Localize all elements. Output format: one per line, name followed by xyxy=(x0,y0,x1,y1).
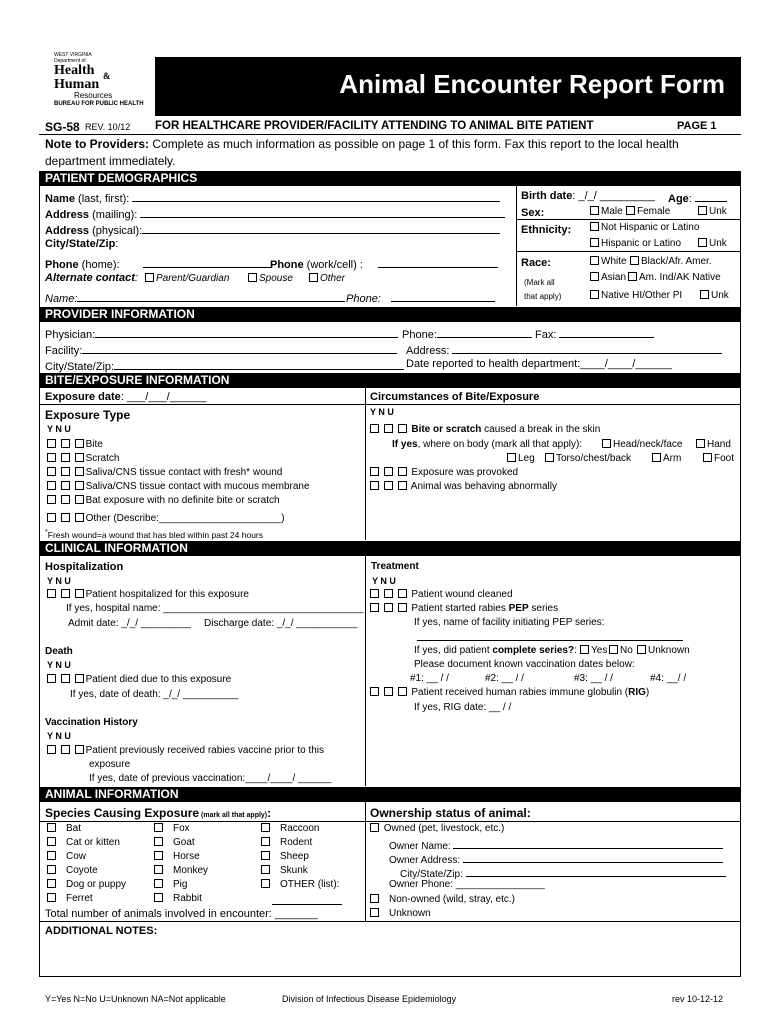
species-goat-checkbox[interactable]: Goat xyxy=(154,837,195,849)
race-white-checkbox[interactable]: White xyxy=(590,256,627,268)
patient-died-row[interactable]: Patient died due to this exposure xyxy=(47,674,231,686)
prev-vaccine-row-2: exposure xyxy=(89,759,131,770)
complete-yes-checkbox[interactable]: Yes xyxy=(580,645,607,657)
rig-row[interactable]: Patient received human rabies immune globulin (RIG) xyxy=(370,687,649,699)
section-clinical-information: CLINICAL INFORMATION xyxy=(39,541,741,556)
divider xyxy=(39,134,741,135)
page-number: PAGE 1 xyxy=(677,120,717,132)
patient-name-field[interactable]: Name (last, first): xyxy=(45,190,500,206)
owned-checkbox[interactable]: Owned (pet, livestock, etc.) xyxy=(370,823,504,835)
physical-address-field[interactable]: Address (physical): xyxy=(45,222,500,238)
sex-female-checkbox[interactable]: Female xyxy=(626,206,670,218)
body-foot-checkbox[interactable]: Foot xyxy=(703,453,734,465)
pep-facility-field[interactable] xyxy=(417,640,683,641)
sex-unk-checkbox[interactable]: Unk xyxy=(698,206,727,218)
divider xyxy=(516,186,517,306)
owner-city-field[interactable]: City/State/Zip: xyxy=(400,865,726,881)
provider-phone-field[interactable]: Phone: xyxy=(402,326,532,342)
sex-male-checkbox[interactable]: Male xyxy=(590,206,623,218)
owner-name-field[interactable]: Owner Name: xyxy=(389,837,723,853)
physician-field[interactable]: Physician: xyxy=(45,326,398,342)
wound-cleaned-row[interactable]: Patient wound cleaned xyxy=(370,589,513,601)
species-horse-checkbox[interactable]: Horse xyxy=(154,851,200,863)
species-rodent-checkbox[interactable]: Rodent xyxy=(261,837,312,849)
ownership-label: Ownership status of animal: xyxy=(370,806,531,820)
logo-bureau: BUREAU FOR PUBLIC HEALTH xyxy=(54,101,144,107)
prev-vaccine-date-field[interactable]: If yes, date of previous vaccination:____/____/ ______ xyxy=(89,773,332,784)
discharge-date-field[interactable]: Discharge date: _/_/ ___________ xyxy=(204,618,358,629)
logo xyxy=(50,52,150,112)
treatment-label: Treatment xyxy=(371,561,419,572)
species-rabbit-checkbox[interactable]: Rabbit xyxy=(154,893,202,905)
logo-resources: Resources xyxy=(74,91,113,100)
species-monkey-checkbox[interactable]: Monkey xyxy=(154,865,208,877)
body-hand-checkbox[interactable]: Hand xyxy=(696,439,731,451)
rig-date-field[interactable]: If yes, RIG date: __ / / xyxy=(414,702,512,713)
age-field[interactable]: Age: xyxy=(668,190,727,206)
dose-1-field[interactable]: #1: __ / / xyxy=(410,673,449,684)
species-sheep-checkbox[interactable]: Sheep xyxy=(261,851,309,863)
species-skunk-checkbox[interactable]: Skunk xyxy=(261,865,308,877)
document-dates-note: Please document known vaccination dates below: xyxy=(414,659,635,670)
ynu-header: Y N U xyxy=(47,731,71,741)
mailing-address-field[interactable]: Address (mailing): xyxy=(45,206,505,222)
exposure-saliva-mucous-row[interactable]: Saliva/CNS tissue contact with mucous membrane xyxy=(47,481,310,493)
ynu-header: Y N U xyxy=(47,576,71,586)
fresh-wound-note: *Fresh wound=a wound that has bled within past 24 hours xyxy=(45,528,264,540)
work-phone-field[interactable]: Phone (work/cell) : xyxy=(270,256,498,272)
additional-notes-label: ADDITIONAL NOTES: xyxy=(45,925,158,937)
unknown-ownership-checkbox[interactable]: Unknown xyxy=(370,908,431,920)
logo-line1: WEST VIRGINIA xyxy=(54,52,92,58)
footer-division: Division of Infectious Disease Epidemiology xyxy=(282,994,457,1004)
section-bite-exposure: BITE/EXPOSURE INFORMATION xyxy=(39,373,741,388)
alt-spouse-checkbox[interactable]: Spouse xyxy=(248,272,293,285)
ynu-header: Y N U xyxy=(47,660,71,670)
species-cow-checkbox[interactable]: Cow xyxy=(47,851,86,863)
total-animals-field[interactable]: Total number of animals involved in encounter: _______ xyxy=(45,908,318,920)
form-rev: REV. 10/12 xyxy=(85,122,131,132)
dose-3-field[interactable]: #3: __ / / xyxy=(574,673,613,684)
race-label: Race: xyxy=(521,257,551,269)
abnormal-row[interactable]: Animal was behaving abnormally xyxy=(370,481,557,493)
eth-unk-checkbox[interactable]: Unk xyxy=(698,238,727,250)
divider xyxy=(365,802,366,921)
admit-date-field[interactable]: Admit date: _/_/ _________ xyxy=(68,618,191,629)
exposure-bat-row[interactable]: Bat exposure with no definite bite or scratch xyxy=(47,495,280,507)
eth-hispanic-checkbox[interactable]: Hispanic or Latino xyxy=(590,238,681,250)
logo-human: Human xyxy=(54,77,100,92)
circumstances-label: Circumstances of Bite/Exposure xyxy=(370,391,540,403)
note-line2: department immediately. xyxy=(45,154,176,168)
provider-city-field[interactable]: City/State/Zip: xyxy=(45,358,404,374)
complete-series-label: If yes, did patient complete series?: xyxy=(414,645,577,656)
species-coyote-checkbox[interactable]: Coyote xyxy=(47,865,98,877)
provoked-row[interactable]: Exposure was provoked xyxy=(370,467,518,479)
sex-label: Sex: xyxy=(521,207,545,219)
species-raccoon-checkbox[interactable]: Raccoon xyxy=(261,823,319,835)
logo-health: Health xyxy=(54,63,95,78)
alternate-contact: Alternate contact: xyxy=(45,272,138,284)
form-subtitle: FOR HEALTHCARE PROVIDER/FACILITY ATTENDING TO ANIMAL BITE PATIENT xyxy=(155,120,594,132)
divider xyxy=(365,388,366,540)
body-leg-checkbox[interactable]: Leg xyxy=(507,453,535,465)
death-label: Death xyxy=(45,646,73,657)
pep-facility-label: If yes, name of facility initiating PEP series: xyxy=(414,617,605,628)
species-pig-checkbox[interactable]: Pig xyxy=(154,879,187,891)
ynu-header: Y N U xyxy=(370,407,394,417)
dose-4-field[interactable]: #4: __/ / xyxy=(650,673,687,684)
alt-parent-checkbox[interactable]: Parent/Guardian xyxy=(145,272,229,285)
body-location-label: If yes, where on body (mark all that apply): xyxy=(392,439,583,450)
non-owned-checkbox[interactable]: Non-owned (wild, stray, etc.) xyxy=(370,894,515,906)
ynu-header: Y N U xyxy=(47,424,71,434)
divider xyxy=(39,404,741,405)
section-animal-information: ANIMAL INFORMATION xyxy=(39,787,741,802)
date-reported-field[interactable]: Date reported to health department:____/____/______ xyxy=(406,358,673,370)
eth-not-hispanic-checkbox[interactable]: Not Hispanic or Latino xyxy=(590,222,699,234)
ynu-header: Y N U xyxy=(372,576,396,586)
owner-phone-field[interactable]: Owner Phone: ________________ xyxy=(389,879,545,890)
alt-phone-field[interactable]: Phone: xyxy=(346,290,495,306)
death-date-field[interactable]: If yes, date of death: _/_/ __________ xyxy=(70,689,239,700)
species-bat-checkbox[interactable]: Bat xyxy=(47,823,81,835)
alt-other-checkbox[interactable]: Other xyxy=(309,272,345,285)
title-bar xyxy=(155,57,741,116)
vaccination-history-label: Vaccination History xyxy=(45,717,138,728)
divider xyxy=(516,251,741,252)
race-amind-checkbox[interactable]: Am. Ind/AK Native xyxy=(628,272,721,284)
exposure-scratch-row[interactable]: Scratch xyxy=(47,453,119,465)
note: Note to Providers: Complete as much information as possible on page 1 of this form. Fax this report to the local health xyxy=(45,137,679,151)
owner-address-field[interactable]: Owner Address: xyxy=(389,851,723,867)
birth-date-field[interactable]: Birth date: _/_/ _________ xyxy=(521,190,655,202)
divider xyxy=(516,219,741,220)
that-apply-note: that apply) xyxy=(524,292,562,301)
exposure-date-field[interactable]: Exposure date: ___/___/______ xyxy=(45,391,207,403)
race-unk-checkbox[interactable]: Unk xyxy=(700,290,729,302)
divider xyxy=(365,556,366,786)
race-native-hi-checkbox[interactable]: Native HI/Other PI xyxy=(590,290,682,302)
break-skin-row[interactable]: Bite or scratch caused a break in the skin xyxy=(370,424,600,436)
pep-started-row[interactable]: Patient started rabies PEP series xyxy=(370,603,558,615)
species-cat-checkbox[interactable]: Cat or kitten xyxy=(47,837,120,849)
additional-notes-field[interactable] xyxy=(45,940,735,972)
exposure-saliva-wound-row[interactable]: Saliva/CNS tissue contact with fresh* wound xyxy=(47,467,282,479)
hospital-name-field[interactable]: If yes, hospital name: ____________________________________ xyxy=(66,603,364,614)
footer-revision: rev 10-12-12 xyxy=(672,994,724,1004)
section-provider-information: PROVIDER INFORMATION xyxy=(39,307,741,322)
complete-no-checkbox[interactable]: No xyxy=(609,645,633,657)
logo-amp: & xyxy=(103,71,111,81)
complete-unknown-checkbox[interactable]: Unknown xyxy=(637,645,690,657)
city-state-zip-field[interactable]: City/State/Zip: xyxy=(45,238,119,250)
mark-all-note: (Mark all xyxy=(524,278,555,287)
species-other-checkbox[interactable]: OTHER (list): xyxy=(261,879,339,891)
ethnicity-label: Ethnicity: xyxy=(521,224,572,236)
dose-2-field[interactable]: #2: __ / / xyxy=(485,673,524,684)
race-black-checkbox[interactable]: Black/Afr. Amer. xyxy=(630,256,712,268)
species-dog-checkbox[interactable]: Dog or puppy xyxy=(47,879,126,891)
form-id: SG-58 xyxy=(45,120,80,134)
page-title: Animal Encounter Report Form xyxy=(339,69,725,99)
species-label: Species Causing Exposure (mark all that apply): xyxy=(45,806,272,820)
prev-vaccine-row[interactable]: Patient previously received rabies vaccine prior to this xyxy=(47,745,324,757)
hospitalization-label: Hospitalization xyxy=(45,561,124,573)
species-fox-checkbox[interactable]: Fox xyxy=(154,823,190,835)
alt-name-field[interactable]: Name: xyxy=(45,290,345,306)
footer-legend: Y=Yes N=No U=Unknown NA=Not applicable xyxy=(45,994,226,1004)
body-head-checkbox[interactable]: Head/neck/face xyxy=(602,439,683,451)
body-arm-checkbox[interactable]: Arm xyxy=(652,453,681,465)
facility-field[interactable]: Facility: xyxy=(45,342,397,358)
race-asian-checkbox[interactable]: Asian xyxy=(590,272,626,284)
provider-fax-field[interactable]: Fax: xyxy=(535,326,654,342)
body-torso-checkbox[interactable]: Torso/chest/back xyxy=(545,453,631,465)
exposure-bite-row[interactable]: Bite xyxy=(47,439,103,451)
exposure-other-row[interactable]: Other (Describe:______________________) xyxy=(47,513,285,525)
hospitalized-row[interactable]: Patient hospitalized for this exposure xyxy=(47,589,249,601)
species-ferret-checkbox[interactable]: Ferret xyxy=(47,893,93,905)
exposure-type-label: Exposure Type xyxy=(45,408,131,422)
divider xyxy=(39,921,741,922)
species-other-field[interactable] xyxy=(272,904,342,905)
provider-address-field[interactable]: Address: xyxy=(406,342,722,358)
home-phone-field[interactable]: Phone (home): xyxy=(45,256,271,272)
section-patient-demographics: PATIENT DEMOGRAPHICS xyxy=(39,171,741,186)
logo-line2: Department of xyxy=(54,58,86,64)
